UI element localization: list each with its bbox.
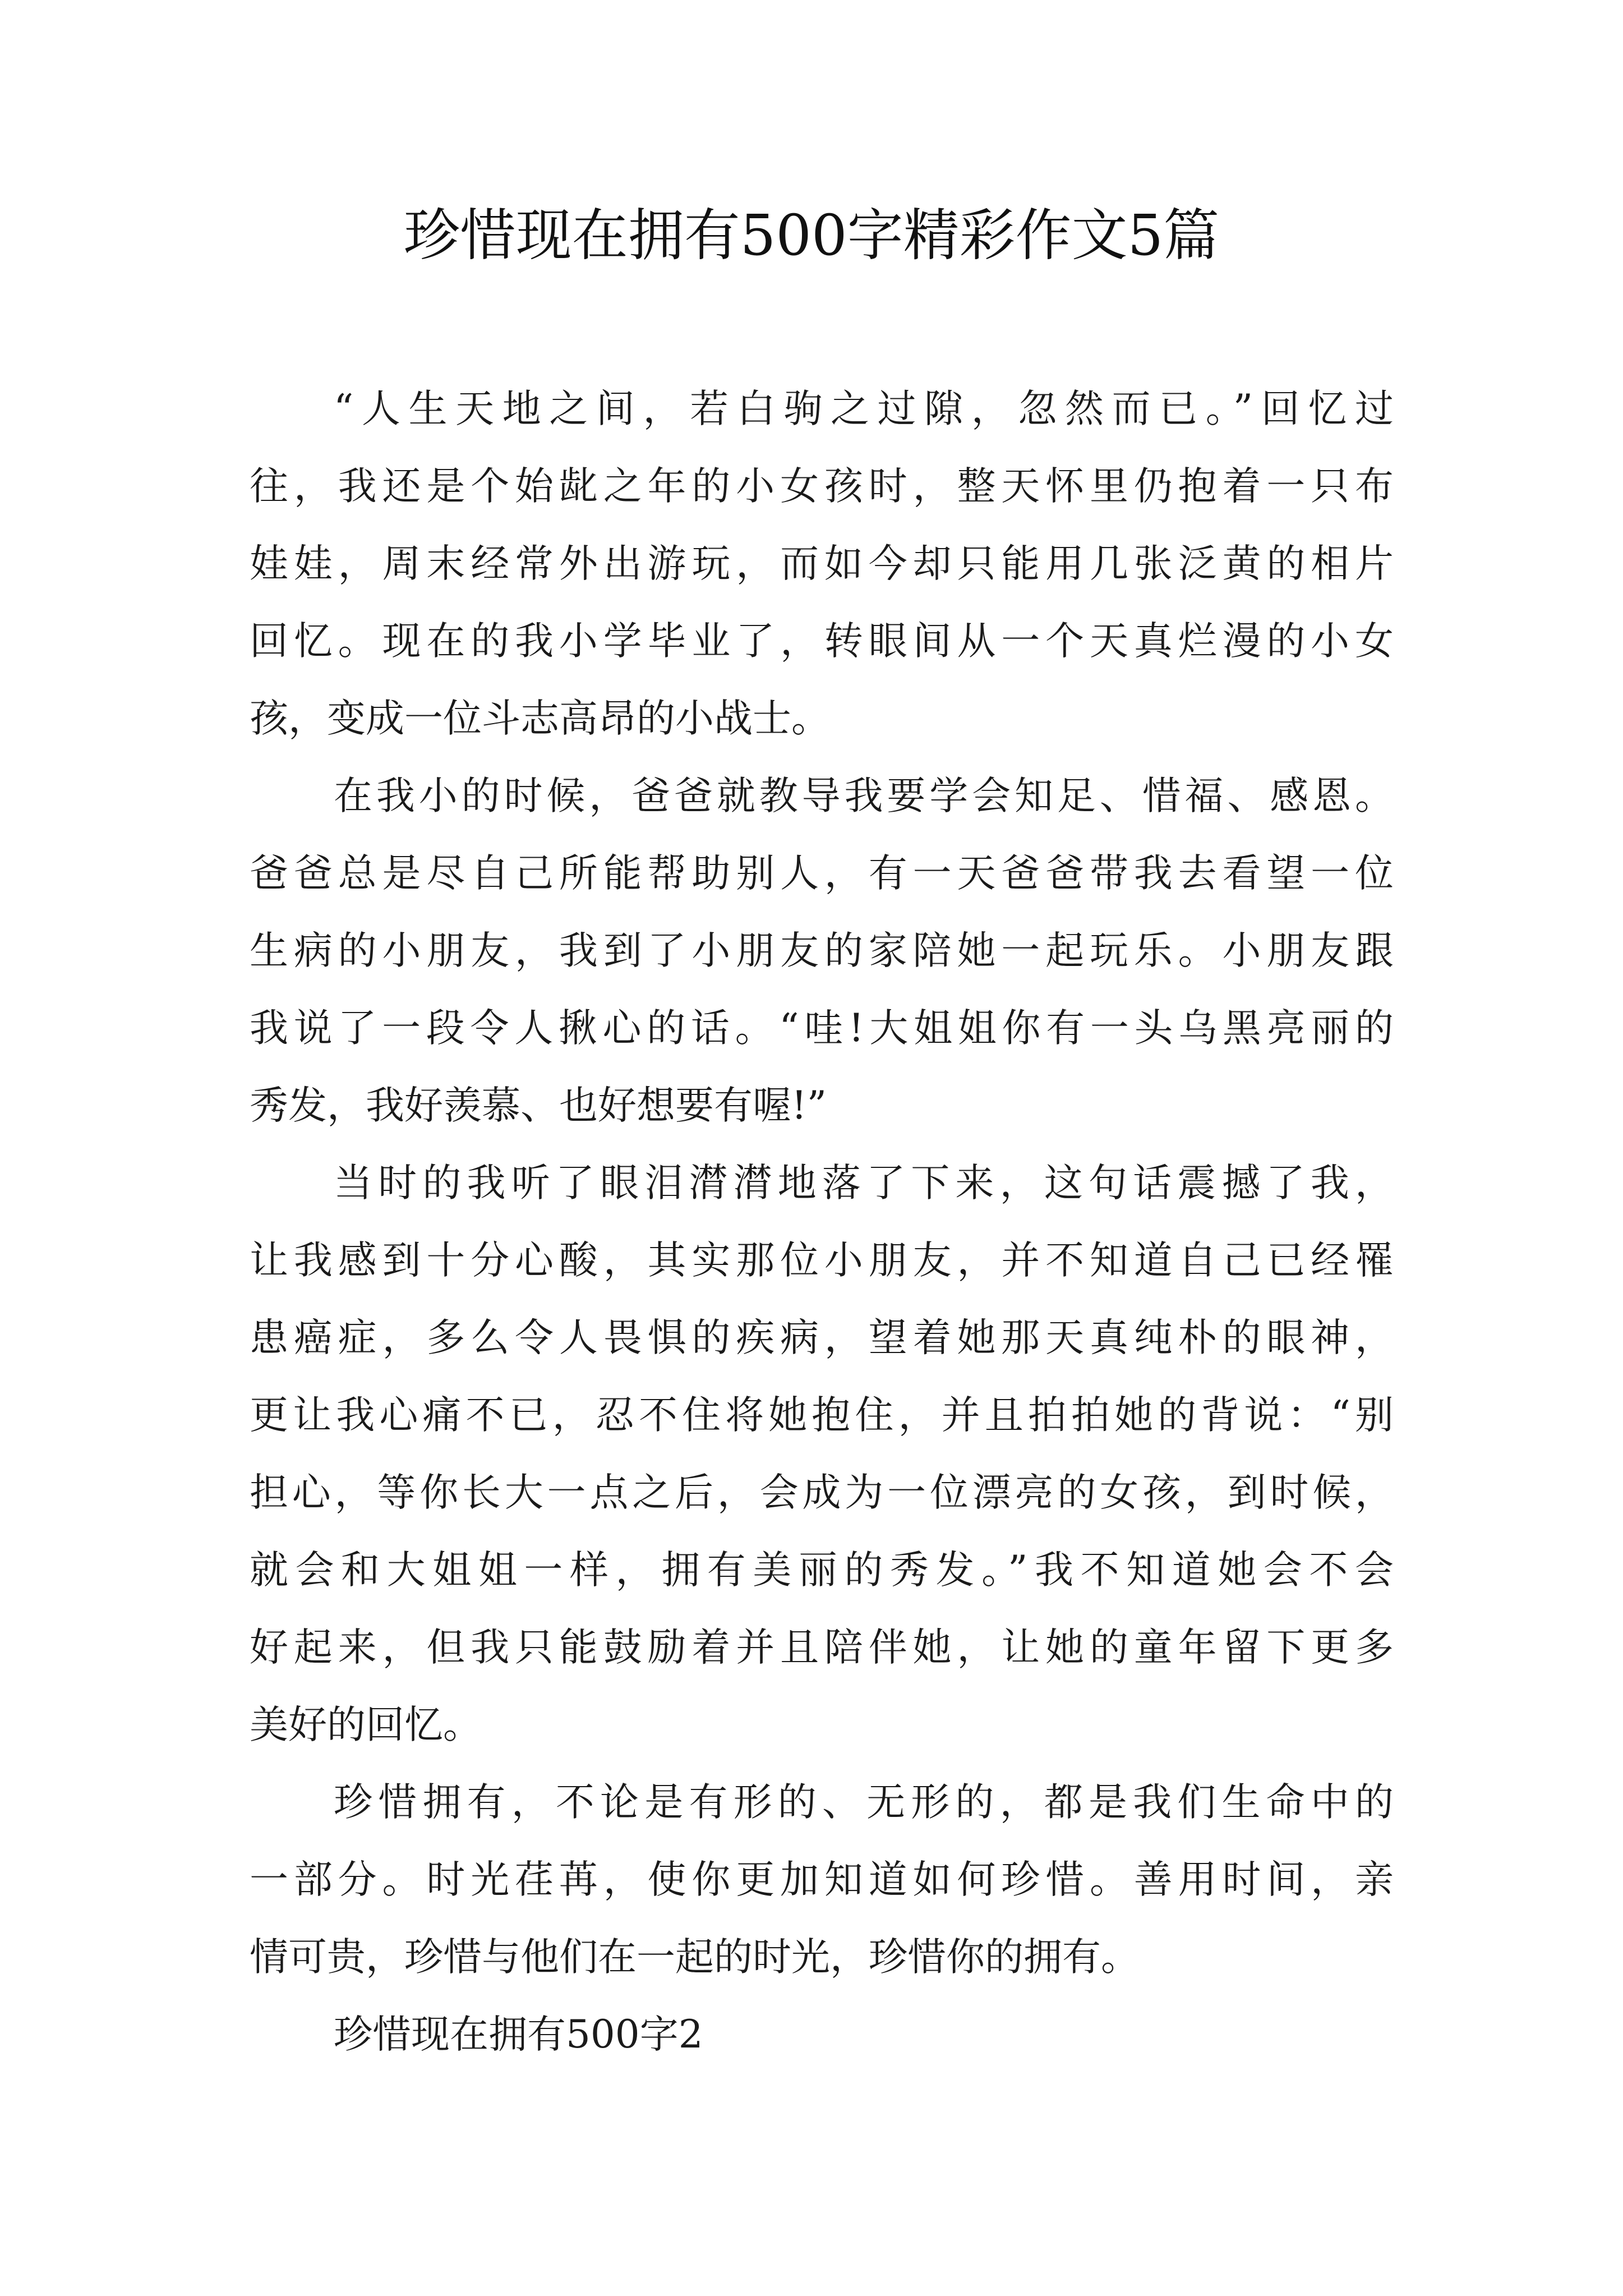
- paragraph-3-line-5: 担心，等你长大一点之后，会成为一位漂亮的女孩，到时候，: [250, 1470, 1394, 1515]
- paragraph-3-line-6: 就会和大姐姐一样，拥有美丽的秀发。”我不知道她会不会: [250, 1548, 1394, 1593]
- paragraph-4-line-3: 情可贵，珍惜与他们在一起的时光，珍惜你的拥有。: [250, 1935, 1140, 1980]
- document-body: [250, 370, 1394, 2073]
- paragraph-2-line-3: 生病的小朋友，我到了小朋友的家陪她一起玩乐。小朋友跟: [250, 928, 1394, 973]
- paragraph-2-line-2: 爸爸总是尽自己所能帮助别人，有一天爸爸带我去看望一位: [250, 851, 1394, 896]
- paragraph-3-line-3: 患癌症，多么令人畏惧的疾病，望着她那天真纯朴的眼神，: [250, 1315, 1394, 1360]
- paragraph-2-line-5: 秀发，我好羡慕、也好想要有喔!”: [250, 1083, 827, 1128]
- paragraph-1-line-2: 往，我还是个始龀之年的小女孩时，整天怀里仍抱着一只布: [250, 464, 1394, 509]
- section-heading-2: 珍惜现在拥有500字2: [334, 2012, 703, 2057]
- paragraph-2-line-1: 在我小的时候，爸爸就教导我要学会知足、惜福、感恩。: [334, 774, 1394, 818]
- paragraph-4-line-2: 一部分。时光荏苒，使你更加知道如何珍惜。善用时间，亲: [250, 1857, 1394, 1902]
- paragraph-3-line-4: 更让我心痛不已，忍不住将她抱住，并且拍拍她的背说：“别: [250, 1393, 1394, 1438]
- paragraph-1-line-1: “人生天地之间，若白驹之过隙，忽然而已。”回忆过: [334, 386, 1394, 431]
- paragraph-3-line-2: 让我感到十分心酸，其实那位小朋友，并不知道自己已经罹: [250, 1238, 1394, 1283]
- paragraph-4-line-1: 珍惜拥有，不论是有形的、无形的，都是我们生命中的: [334, 1780, 1394, 1825]
- document-title: 珍惜现在拥有500字精彩作文5篇: [403, 203, 1220, 268]
- paragraph-1-line-4: 回忆。现在的我小学毕业了，转眼间从一个天真烂漫的小女: [250, 619, 1394, 664]
- paragraph-1-line-3: 娃娃，周末经常外出游玩，而如今却只能用几张泛黄的相片: [250, 541, 1394, 586]
- paragraph-3-line-7: 好起来，但我只能鼓励着并且陪伴她，让她的童年留下更多: [250, 1625, 1394, 1670]
- paragraph-2-line-4: 我说了一段令人揪心的话。“哇!大姐姐你有一头乌黑亮丽的: [250, 1006, 1394, 1051]
- paragraph-3-line-8: 美好的回忆。: [250, 1703, 482, 1747]
- paragraph-1-line-5: 孩，变成一位斗志高昂的小战士。: [250, 696, 830, 741]
- paragraph-3-line-1: 当时的我听了眼泪潸潸地落了下来，这句话震撼了我，: [334, 1161, 1394, 1205]
